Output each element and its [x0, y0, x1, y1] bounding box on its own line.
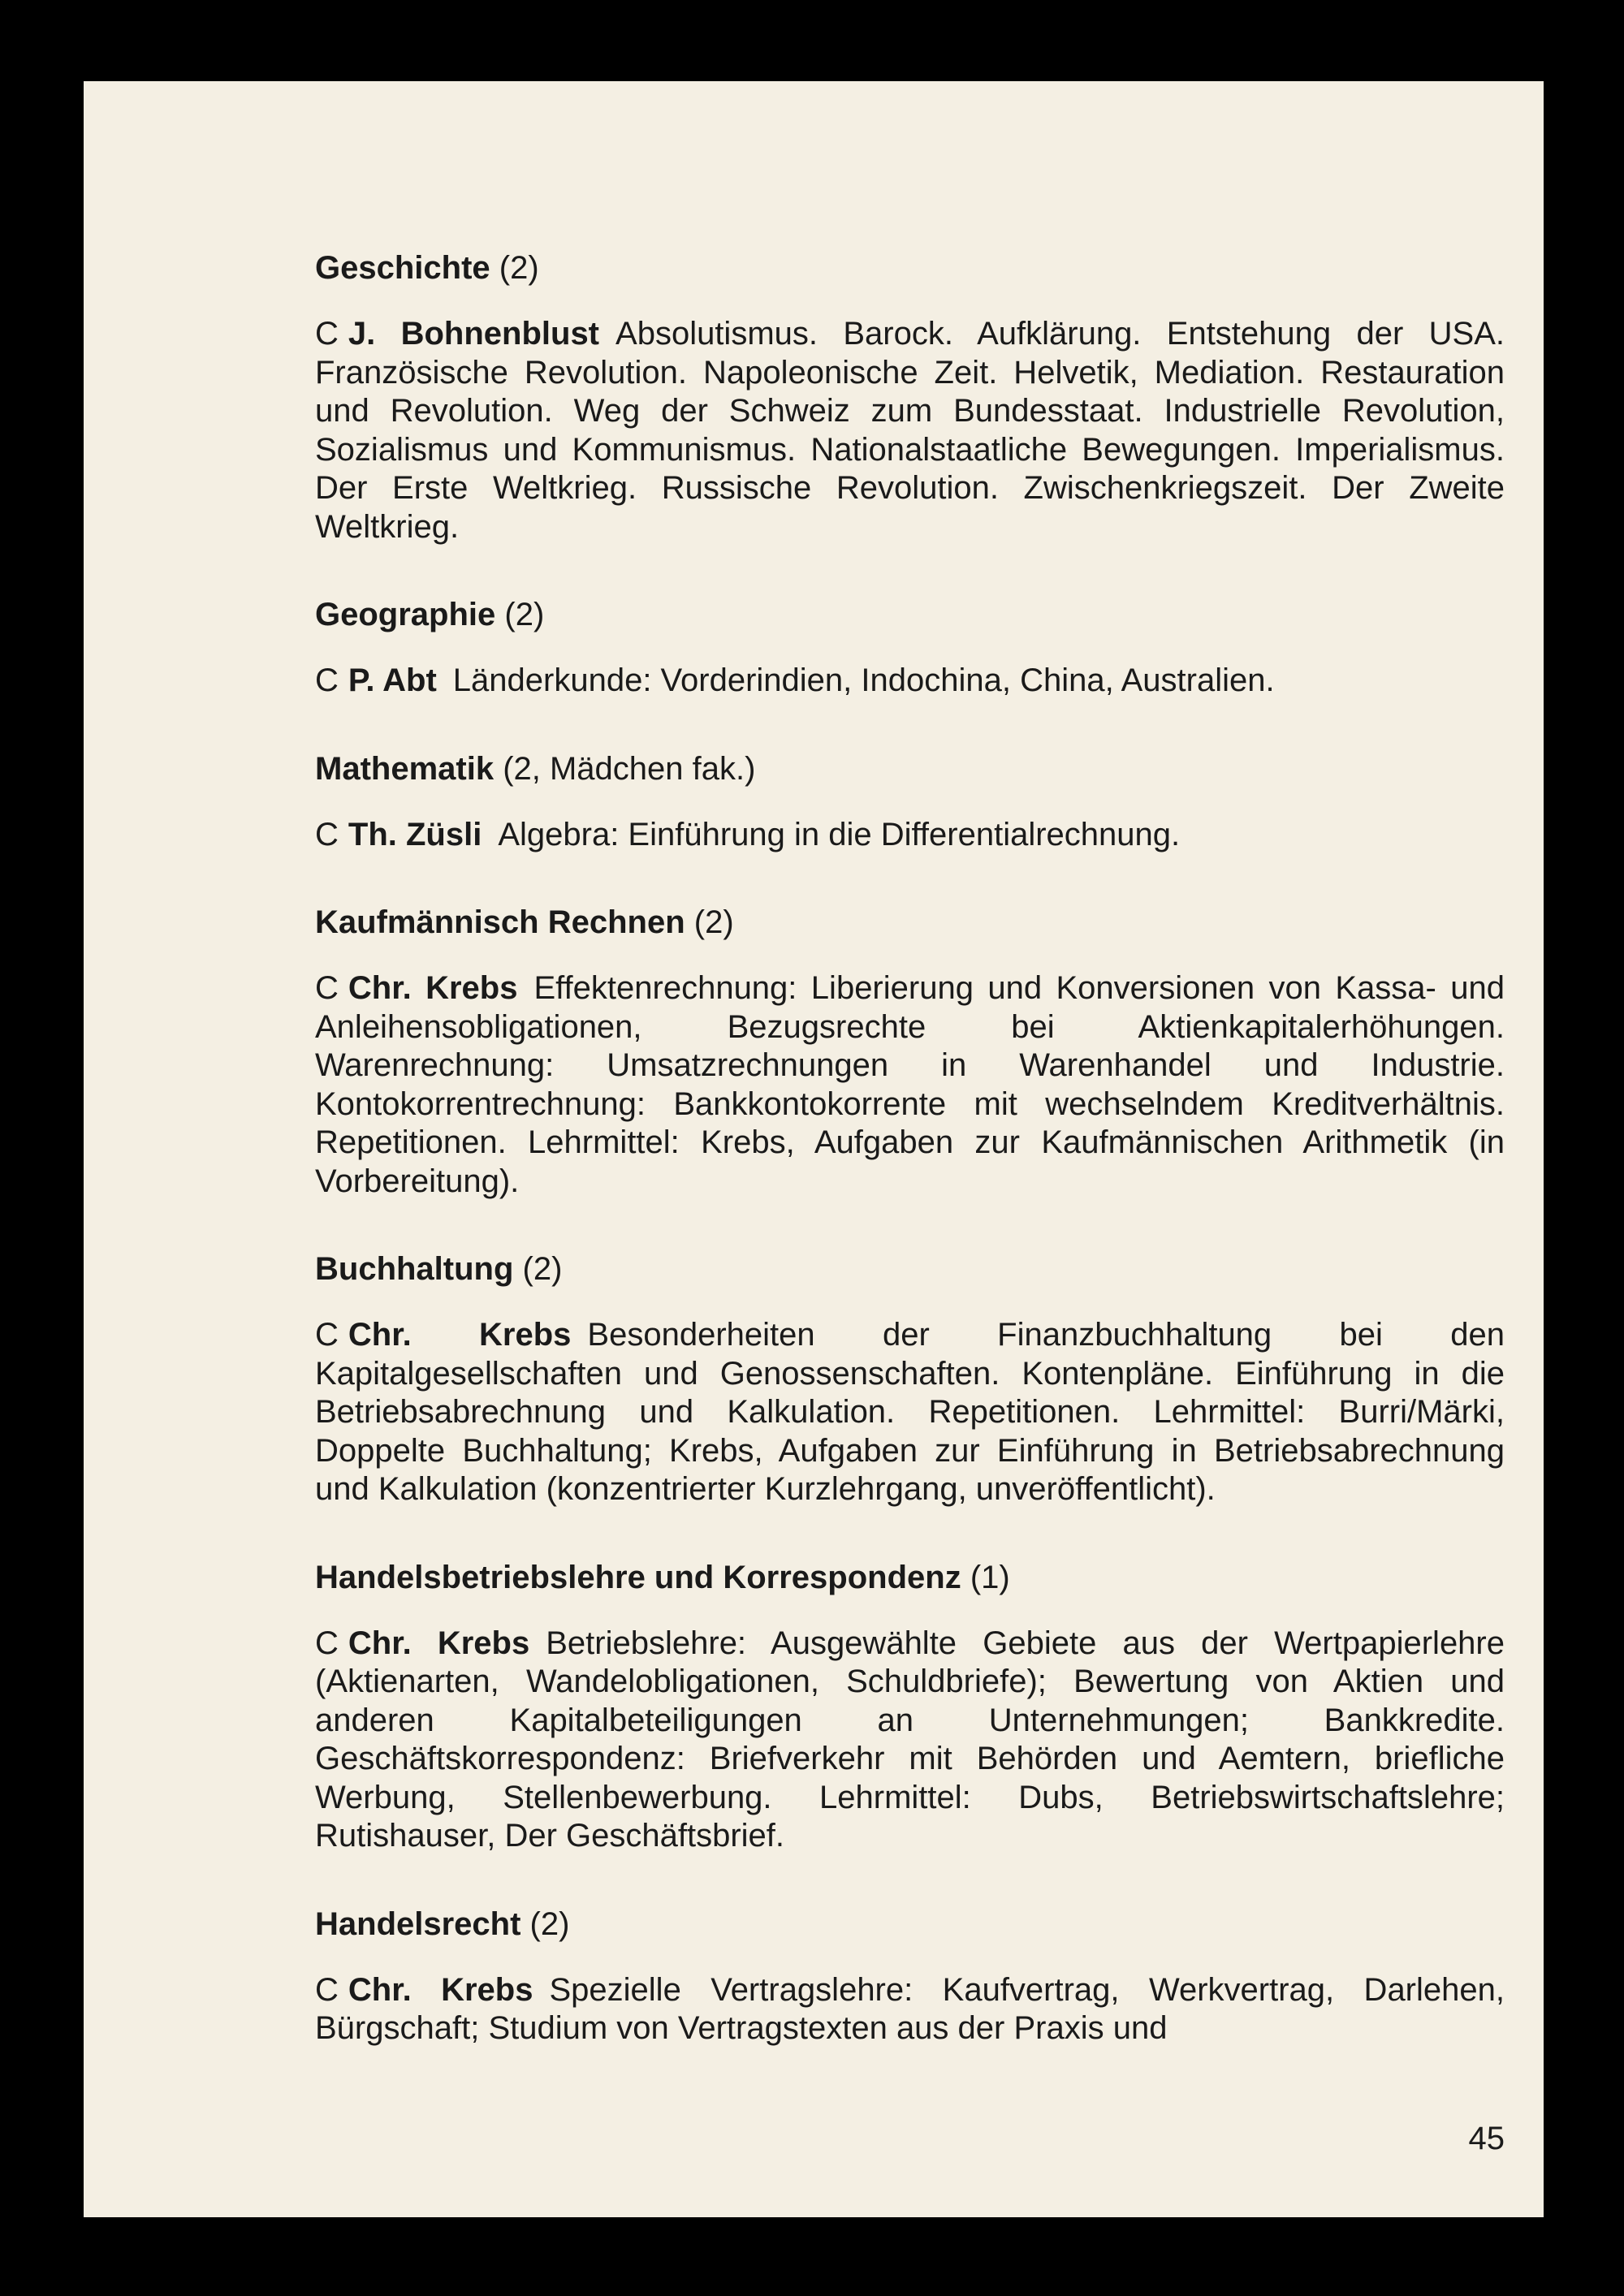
teacher-name: Chr. Krebs — [348, 1971, 533, 2008]
section-heading — [315, 1553, 1505, 1602]
page-number: 45 — [1468, 2121, 1505, 2156]
course-list — [315, 244, 1505, 2048]
category-label: C — [315, 1317, 339, 1353]
hours-label: (2) — [499, 250, 539, 286]
teacher-name: Chr. Krebs — [348, 970, 518, 1006]
section-body — [315, 1316, 1505, 1509]
hours-label: (2) — [693, 904, 734, 940]
category-label: C — [315, 1625, 339, 1661]
section-heading — [315, 1900, 1505, 1949]
subject-title: Geographie — [315, 597, 496, 632]
subject-title: Geschichte — [315, 250, 490, 286]
section-heading — [315, 1245, 1505, 1293]
description-text: Algebra: Einführung in die Differentialrechnung. — [498, 816, 1181, 852]
subject-title: Kaufmännisch Rechnen — [315, 904, 685, 940]
section-body — [315, 315, 1505, 546]
hours-label: (2, Mädchen fak.) — [503, 750, 756, 787]
description-text: Absolutismus. Barock. Aufklärung. Entstehung der USA. Französische Revolution. Napoleonische Zeit. Helvetik, Mediation. Restauration und Revolution. Weg der Schweiz zum Bundesstaat. Industrielle Revolution, Sozialismus und Kommunismus. Nationalstaatliche Bewegungen. Imperialismus. Der Erste Weltkrieg. Russische Revolution. Zwischenkriegszeit. Der Zweite Weltkrieg. — [315, 316, 1505, 545]
section-geschichte — [315, 244, 1505, 546]
document-page — [84, 81, 1544, 2217]
section-heading — [315, 244, 1505, 292]
section-heading — [315, 744, 1505, 793]
description-text: Spezielle Vertragslehre: Kaufvertrag, Werkvertrag, Darlehen, Bürgschaft; Studium von Vertragstexten aus der Praxis und — [315, 1971, 1505, 2046]
category-label: C — [315, 970, 339, 1006]
section-kaufmaennisch-rechnen — [315, 898, 1505, 1201]
section-handelsrecht — [315, 1900, 1505, 2048]
subject-title: Handelsbetriebslehre und Korrespondenz — [315, 1559, 961, 1595]
subject-title: Mathematik — [315, 750, 495, 787]
section-body — [315, 662, 1505, 701]
section-body — [315, 1625, 1505, 1856]
category-label: C — [315, 316, 339, 352]
description-text: Effektenrechnung: Liberierung und Konversionen von Kassa- und Anleihensobligationen, Bezugsrechte bei Aktienkapitalerhöhungen. Warenrechnung: Umsatzrechnungen in Warenhandel und Industrie. Kontokorrentrechnung: Bankkontokorrente mit wechselndem Kreditverhältnis. Repetitionen. Lehrmittel: Krebs, Aufgaben zur Kaufmännischen Arithmetik (in Vorbereitung). — [315, 970, 1505, 1199]
section-heading — [315, 898, 1505, 947]
teacher-name: Th. Züsli — [348, 816, 482, 852]
description-text: Betriebslehre: Ausgewählte Gebiete aus der Wertpapierlehre (Aktienarten, Wandelobligationen, Schuldbriefe); Bewertung von Aktien und anderen Kapitalbeteiligungen an Unternehmungen; Bankkredite. Geschäftskorrespondenz: Briefverkehr mit Behörden und Aemtern, briefliche Werbung, Stellenbewerbung. Lehrmittel: Dubs, Betriebswirtschaftslehre; Rutishauser, Der Geschäftsbrief. — [315, 1625, 1505, 1854]
hours-label: (2) — [529, 1905, 570, 1942]
description-text: Länderkunde: Vorderindien, Indochina, China, Australien. — [452, 662, 1275, 698]
section-body — [315, 1971, 1505, 2048]
section-buchhaltung — [315, 1245, 1505, 1509]
hours-label: (1) — [970, 1559, 1010, 1595]
teacher-name: Chr. Krebs — [348, 1625, 530, 1661]
section-handelsbetriebslehre — [315, 1553, 1505, 1856]
teacher-name: P. Abt — [348, 662, 437, 698]
category-label: C — [315, 1971, 339, 2008]
teacher-name: J. Bohnenblust — [348, 316, 600, 352]
subject-title: Handelsrecht — [315, 1905, 521, 1942]
section-geographie — [315, 590, 1505, 701]
section-mathematik — [315, 744, 1505, 855]
category-label: C — [315, 662, 339, 698]
teacher-name: Chr. Krebs — [348, 1317, 572, 1353]
section-heading — [315, 590, 1505, 639]
section-body — [315, 816, 1505, 855]
category-label: C — [315, 816, 339, 852]
hours-label: (2) — [522, 1251, 563, 1287]
section-body — [315, 969, 1505, 1201]
subject-title: Buchhaltung — [315, 1251, 514, 1287]
description-text: Besonderheiten der Finanzbuchhaltung bei den Kapitalgesellschaften und Genossenschaften. Kontenpläne. Einführung in die Betriebsabrechnung und Kalkulation. Repetitionen. Lehrmittel: Burri/Märki, Doppelte Buchhaltung; Krebs, Aufgaben zur Einführung in Betriebsabrechnung und Kalkulation (konzentrierter Kurzlehrgang, unveröffentlicht). — [315, 1317, 1505, 1507]
hours-label: (2) — [504, 597, 545, 632]
